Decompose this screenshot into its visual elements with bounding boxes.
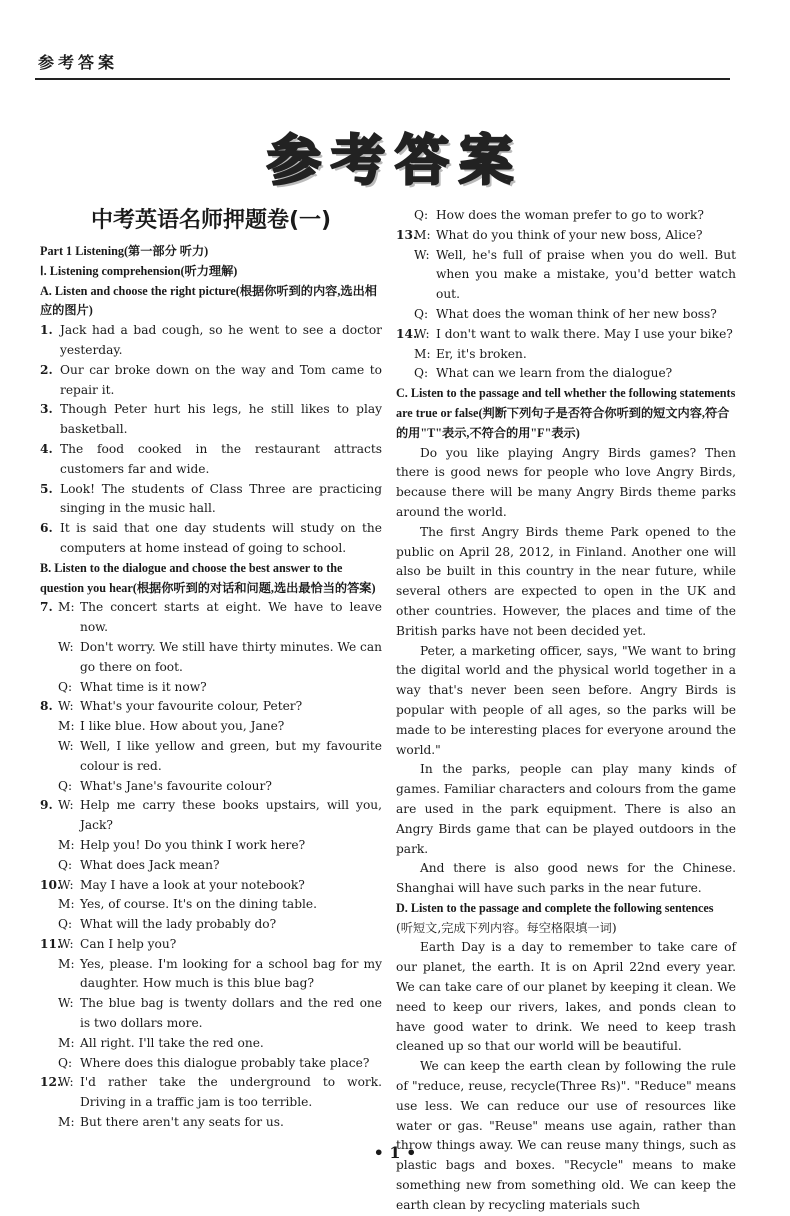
dialogue-line bbox=[40, 994, 382, 1034]
list-item bbox=[40, 321, 382, 361]
speaker-label: W: bbox=[58, 936, 74, 951]
speaker-label: W: bbox=[58, 639, 74, 654]
dialogue-line bbox=[396, 345, 736, 365]
dialogue-text: What will the lady probably do? bbox=[80, 917, 277, 932]
dialogue-line bbox=[40, 717, 382, 737]
section-d-passage bbox=[396, 938, 736, 1215]
section-heading-1: Ⅰ. Listening comprehension(听力理解) bbox=[40, 263, 238, 278]
list-item bbox=[40, 400, 382, 440]
part-heading: Part 1 Listening(第一部分 听力) bbox=[40, 244, 209, 258]
section-b-dialogues bbox=[40, 598, 382, 1133]
section-d-heading: D. Listen to the passage and complete the following sentences bbox=[396, 900, 714, 915]
speaker-label: M: bbox=[58, 956, 75, 971]
dialogue-line bbox=[40, 737, 382, 777]
dialogue-line bbox=[40, 895, 382, 915]
speaker-label: M: bbox=[58, 719, 75, 734]
section-c-heading: C. Listen to the passage and tell whether the following statements are true or false(判断下列句子是否符合你听到的短文内容,符合的用"T"表示,不符合的用"F"表示) bbox=[396, 386, 736, 440]
paragraph: And there is also good news for the Chinese. Shanghai will have such parks in the near future. bbox=[396, 861, 736, 896]
dialogue-text: What can we learn from the dialogue? bbox=[436, 366, 673, 381]
item-number: 2. bbox=[40, 362, 53, 377]
item-text: Our car broke down on the way and Tom came to repair it. bbox=[60, 362, 382, 397]
dialogue-line bbox=[40, 796, 382, 836]
speaker-label: M: bbox=[58, 897, 75, 912]
dialogue-text: May I have a look at your notebook? bbox=[80, 877, 305, 892]
dialogue-text: I don't want to walk there. May I use your bike? bbox=[436, 326, 733, 341]
dialogue-text: What do you think of your new boss, Alice? bbox=[436, 227, 703, 242]
dialogue-text: But there aren't any seats for us. bbox=[80, 1115, 284, 1130]
dialogue-text: Well, he's full of praise when you do well. But when you make a mistake, you'd better watch out. bbox=[436, 247, 736, 302]
paragraph: Do you like playing Angry Birds games? Then there is good news for people who love Angry Birds, because there will be many Angry Birds theme parks around the world. bbox=[396, 445, 736, 519]
speaker-label: Q: bbox=[58, 778, 73, 793]
dialogue-text: I like blue. How about you, Jane? bbox=[80, 719, 285, 734]
dialogue-line bbox=[40, 836, 382, 856]
list-item bbox=[40, 519, 382, 559]
speaker-label: M: bbox=[58, 1115, 75, 1130]
list-item bbox=[40, 480, 382, 520]
paragraph: Peter, a marketing officer, says, "We want to bring the digital world and the physical world together in a way that's never been seen before. Angry Birds is popular with people of all ages, so the parks will be made to be interesting places for everyone around the world." bbox=[396, 643, 736, 757]
question-number: 10. bbox=[40, 877, 62, 892]
speaker-label: Q: bbox=[58, 917, 73, 932]
question-number: 11. bbox=[40, 936, 62, 951]
item-number: 6. bbox=[40, 521, 53, 536]
speaker-label: M: bbox=[58, 600, 75, 615]
list-item bbox=[40, 440, 382, 480]
section-a-items bbox=[40, 321, 382, 559]
speaker-label: M: bbox=[414, 346, 431, 361]
speaker-label: M: bbox=[58, 1035, 75, 1050]
speaker-label: W: bbox=[58, 738, 74, 753]
item-number: 5. bbox=[40, 481, 53, 496]
page-number: • 1 • bbox=[373, 1143, 417, 1162]
speaker-label: W: bbox=[58, 798, 74, 813]
dialogue-text: Well, I like yellow and green, but my favourite colour is red. bbox=[80, 738, 382, 773]
dialogue-text: Help me carry these books upstairs, will you, Jack? bbox=[80, 798, 382, 833]
speaker-label: W: bbox=[414, 326, 430, 341]
right-column bbox=[396, 206, 736, 1216]
banner-title: 参考答案 bbox=[267, 129, 523, 192]
dialogue-line bbox=[40, 876, 382, 896]
dialogue-line bbox=[40, 935, 382, 955]
speaker-label: Q: bbox=[58, 679, 73, 694]
section-b-dialogues-cont bbox=[396, 206, 736, 384]
dialogue-line bbox=[40, 856, 382, 876]
speaker-label: W: bbox=[58, 699, 74, 714]
dialogue-line bbox=[40, 1054, 382, 1074]
speaker-label: Q: bbox=[414, 208, 429, 222]
section-d-note: (听短文,完成下列内容。每空格限填一词) bbox=[396, 920, 617, 935]
dialogue-text: I'd rather take the underground to work. Driving in a traffic jam is too terrible. bbox=[80, 1075, 382, 1110]
item-number: 3. bbox=[40, 402, 53, 417]
question-number: 14. bbox=[396, 326, 418, 341]
item-text: It is said that one day students will study on the computers at home instead of going to school. bbox=[60, 521, 382, 555]
dialogue-text: Can I help you? bbox=[80, 936, 177, 951]
dialogue-text: What does Jack mean? bbox=[80, 857, 220, 872]
speaker-label: Q: bbox=[414, 366, 429, 381]
item-text: Though Peter hurt his legs, he still likes to play basketball. bbox=[60, 402, 382, 437]
exam-title: 中考英语名师押题卷(一) bbox=[90, 208, 332, 233]
dialogue-line bbox=[396, 305, 736, 325]
item-text: The food cooked in the restaurant attracts customers far and wide. bbox=[60, 441, 382, 476]
speaker-label: W: bbox=[58, 1075, 74, 1090]
dialogue-text: Where does this dialogue probably take place? bbox=[80, 1055, 370, 1070]
dialogue-text: What's your favourite colour, Peter? bbox=[80, 699, 303, 714]
dialogue-text: What's Jane's favourite colour? bbox=[80, 778, 272, 793]
item-number: 1. bbox=[40, 323, 53, 338]
section-b-heading: B. Listen to the dialogue and choose the best answer to the question you hear(根据你听到的对话和问题,选出最恰当的答案) bbox=[40, 560, 376, 595]
dialogue-line bbox=[396, 226, 736, 246]
question-number: 7. bbox=[40, 600, 53, 615]
dialogue-line bbox=[40, 598, 382, 638]
dialogue-line bbox=[40, 1113, 382, 1133]
dialogue-text: Don't worry. We still have thirty minutes. We can go there on foot. bbox=[80, 639, 382, 674]
dialogue-line bbox=[40, 915, 382, 935]
dialogue-line bbox=[396, 325, 736, 345]
paragraph: In the parks, people can play many kinds of games. Familiar characters and colours from the game are used in the park equipment. There is also an Angry Birds game that can be played outdoors in the park. bbox=[396, 762, 736, 856]
question-number: 12. bbox=[40, 1075, 62, 1090]
dialogue-text: All right. I'll take the red one. bbox=[80, 1035, 264, 1050]
speaker-label: M: bbox=[58, 837, 75, 852]
question-number: 9. bbox=[40, 798, 53, 813]
section-a-heading: A. Listen and choose the right picture(根据你听到的内容,选出相应的图片) bbox=[40, 283, 377, 318]
speaker-label: Q: bbox=[58, 1055, 73, 1070]
dialogue-line bbox=[396, 246, 736, 305]
dialogue-line bbox=[40, 1073, 382, 1113]
dialogue-line bbox=[396, 206, 736, 226]
dialogue-text: The concert starts at eight. We have to leave now. bbox=[80, 600, 382, 635]
dialogue-text: How does the woman prefer to go to work? bbox=[436, 208, 704, 222]
speaker-label: W: bbox=[58, 877, 74, 892]
dialogue-text: What time is it now? bbox=[80, 679, 207, 694]
header-rule bbox=[35, 78, 730, 80]
paragraph: We can keep the earth clean by following the rule of "reduce, reuse, recycle(Three Rs)". "Reduce" means use less. We can reduce our use of resources like water or gas. "Reuse" means use again, rather than throw things away. We can reuse many things, such as plastic bags and boxes. "Recycle" means to make something new from something old. We can keep the earth clean by recycling materials such bbox=[396, 1059, 736, 1212]
paragraph: The first Angry Birds theme Park opened to the public on April 28, 2012, in Finland. Another one will also be built in this country in the near future, while several others are expected to open in the UK and other countries. However, the places and time of the British parks have not been decided yet. bbox=[396, 524, 736, 638]
speaker-label: W: bbox=[414, 247, 430, 262]
left-column bbox=[40, 206, 382, 1133]
dialogue-text: Er, it's broken. bbox=[436, 346, 527, 361]
dialogue-line bbox=[396, 364, 736, 384]
question-number: 8. bbox=[40, 699, 53, 714]
dialogue-text: What does the woman think of her new boss? bbox=[436, 306, 717, 321]
speaker-label: W: bbox=[58, 996, 74, 1011]
item-number: 4. bbox=[40, 441, 53, 456]
dialogue-line bbox=[40, 638, 382, 678]
item-text: Jack had a bad cough, so he went to see a doctor yesterday. bbox=[60, 323, 382, 357]
dialogue-line bbox=[40, 777, 382, 797]
speaker-label: M: bbox=[414, 227, 431, 242]
item-text: Look! The students of Class Three are practicing singing in the music hall. bbox=[60, 481, 382, 516]
question-number: 13. bbox=[396, 227, 418, 242]
dialogue-line bbox=[40, 678, 382, 698]
paragraph: Earth Day is a day to remember to take care of our planet, the earth. It is on April 22nd every year. We can take care of our planet by keeping it clean. We need to keep our rivers, lakes, and ponds clean to have good water to drink. We need to keep trash cleaned up so that our world will be beautiful. bbox=[396, 940, 736, 1054]
list-item bbox=[40, 361, 382, 401]
dialogue-line bbox=[40, 697, 382, 717]
dialogue-text: The blue bag is twenty dollars and the red one is two dollars more. bbox=[80, 996, 382, 1031]
speaker-label: Q: bbox=[414, 306, 429, 321]
speaker-label: Q: bbox=[58, 857, 73, 872]
dialogue-line bbox=[40, 1034, 382, 1054]
running-header: 参考答案 bbox=[38, 53, 119, 72]
dialogue-text: Yes, please. I'm looking for a school bag for my daughter. How much is this blue bag? bbox=[80, 956, 382, 991]
dialogue-line bbox=[40, 955, 382, 995]
dialogue-text: Yes, of course. It's on the dining table. bbox=[80, 897, 317, 912]
section-c-passage bbox=[396, 444, 736, 899]
dialogue-text: Help you! Do you think I work here? bbox=[80, 837, 306, 852]
